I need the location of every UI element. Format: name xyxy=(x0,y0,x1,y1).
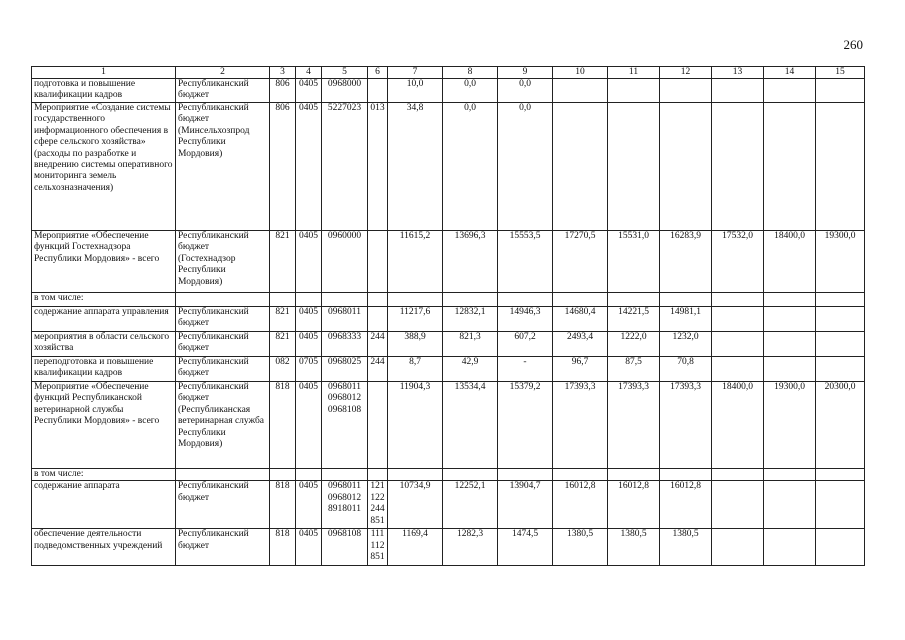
row-c6 xyxy=(368,307,388,332)
row-c5: 0968011 0968012 8918011 xyxy=(322,481,368,529)
row-v8: 13534,4 xyxy=(443,382,498,469)
row-c6 xyxy=(368,293,388,307)
row-v7: 8,7 xyxy=(388,357,443,382)
row-v11: 17393,3 xyxy=(608,382,660,469)
row-source: Республиканский бюджет xyxy=(176,481,270,529)
row-c4: 0405 xyxy=(296,529,322,566)
table-row xyxy=(32,307,865,332)
row-c6: 013 xyxy=(368,103,388,231)
row-c4 xyxy=(296,293,322,307)
row-name: содержание аппарата xyxy=(32,481,176,529)
row-c3: 821 xyxy=(270,307,296,332)
row-v8: 12252,1 xyxy=(443,481,498,529)
row-v9: 14946,3 xyxy=(498,307,553,332)
header-row xyxy=(32,67,865,79)
row-v13 xyxy=(712,79,764,103)
row-c3: 821 xyxy=(270,231,296,293)
row-v10 xyxy=(553,293,608,307)
row-name: в том числе: xyxy=(32,293,176,307)
row-v14 xyxy=(764,469,816,481)
row-c3: 082 xyxy=(270,357,296,382)
row-v15: 20300,0 xyxy=(816,382,865,469)
row-v7: 1169,4 xyxy=(388,529,443,566)
row-v14 xyxy=(764,103,816,231)
row-c3: 818 xyxy=(270,481,296,529)
row-c6 xyxy=(368,382,388,469)
row-v12: 1380,5 xyxy=(660,529,712,566)
row-v13 xyxy=(712,529,764,566)
row-v14 xyxy=(764,79,816,103)
row-source: Республиканский бюджет xyxy=(176,529,270,566)
row-v15 xyxy=(816,481,865,529)
row-v8: 0,0 xyxy=(443,79,498,103)
row-source: Республиканский бюджет (Республиканская ветеринарная служба Республики Мордовия) xyxy=(176,382,270,469)
row-name: мероприятия в области сельского хозяйства xyxy=(32,332,176,357)
row-c6 xyxy=(368,469,388,481)
row-v7: 11615,2 xyxy=(388,231,443,293)
row-name: обеспечение деятельности подведомственных учреждений xyxy=(32,529,176,566)
row-v8: 1282,3 xyxy=(443,529,498,566)
row-c3: 806 xyxy=(270,103,296,231)
row-c6: 244 xyxy=(368,357,388,382)
row-v12 xyxy=(660,103,712,231)
row-v9: 15379,2 xyxy=(498,382,553,469)
row-c3: 818 xyxy=(270,529,296,566)
row-v11 xyxy=(608,293,660,307)
row-v11: 14221,5 xyxy=(608,307,660,332)
row-v13: 17532,0 xyxy=(712,231,764,293)
row-c3: 806 xyxy=(270,79,296,103)
row-v13: 18400,0 xyxy=(712,382,764,469)
row-v9: 13904,7 xyxy=(498,481,553,529)
col-header: 5 xyxy=(322,67,368,79)
row-c4: 0405 xyxy=(296,307,322,332)
row-v9: 0,0 xyxy=(498,103,553,231)
col-header: 8 xyxy=(443,67,498,79)
row-v15 xyxy=(816,529,865,566)
row-v10: 1380,5 xyxy=(553,529,608,566)
row-v12: 14981,1 xyxy=(660,307,712,332)
table-row xyxy=(32,231,865,293)
row-c4: 0405 xyxy=(296,103,322,231)
col-header: 12 xyxy=(660,67,712,79)
row-c6 xyxy=(368,79,388,103)
row-name: подготовка и повышение квалификации кадров xyxy=(32,79,176,103)
row-v10: 2493,4 xyxy=(553,332,608,357)
row-v13 xyxy=(712,469,764,481)
row-name: переподготовка и повышение квалификации кадров xyxy=(32,357,176,382)
table-row xyxy=(32,357,865,382)
row-v12: 16283,9 xyxy=(660,231,712,293)
row-v13 xyxy=(712,481,764,529)
row-c6 xyxy=(368,231,388,293)
row-c3 xyxy=(270,469,296,481)
row-c4: 0405 xyxy=(296,382,322,469)
row-v7 xyxy=(388,469,443,481)
row-c5: 0960000 xyxy=(322,231,368,293)
row-v9: 1474,5 xyxy=(498,529,553,566)
row-source xyxy=(176,293,270,307)
row-c5: 0968000 xyxy=(322,79,368,103)
col-header: 11 xyxy=(608,67,660,79)
table-row xyxy=(32,469,865,481)
row-source: Республиканский бюджет xyxy=(176,357,270,382)
row-v14 xyxy=(764,357,816,382)
row-v8: 12832,1 xyxy=(443,307,498,332)
row-c5: 0968108 xyxy=(322,529,368,566)
row-c4: 0405 xyxy=(296,481,322,529)
row-v9: - xyxy=(498,357,553,382)
row-v12: 70,8 xyxy=(660,357,712,382)
row-c3: 818 xyxy=(270,382,296,469)
row-v7: 10,0 xyxy=(388,79,443,103)
row-v10: 96,7 xyxy=(553,357,608,382)
row-v11: 1222,0 xyxy=(608,332,660,357)
row-v10 xyxy=(553,79,608,103)
row-v15: 19300,0 xyxy=(816,231,865,293)
row-c4: 0705 xyxy=(296,357,322,382)
row-v10 xyxy=(553,469,608,481)
col-header: 14 xyxy=(764,67,816,79)
col-header: 4 xyxy=(296,67,322,79)
col-header: 3 xyxy=(270,67,296,79)
row-v10: 16012,8 xyxy=(553,481,608,529)
row-source: Республиканский бюджет xyxy=(176,79,270,103)
row-c4 xyxy=(296,469,322,481)
row-v12: 17393,3 xyxy=(660,382,712,469)
row-v7: 11217,6 xyxy=(388,307,443,332)
row-c5: 5227023 xyxy=(322,103,368,231)
table-row xyxy=(32,103,865,231)
col-header: 1 xyxy=(32,67,176,79)
row-v8 xyxy=(443,293,498,307)
row-v15 xyxy=(816,332,865,357)
row-v12 xyxy=(660,293,712,307)
row-c5 xyxy=(322,293,368,307)
table-row xyxy=(32,79,865,103)
row-v9 xyxy=(498,293,553,307)
row-v8: 821,3 xyxy=(443,332,498,357)
row-name: Мероприятие «Создание системы государственного информационного обеспечения в сфере сельского хозяйства» (расходы по разработке и внедрению системы оперативного мониторинга земель сельхозназначения) xyxy=(32,103,176,231)
row-v15 xyxy=(816,307,865,332)
row-c6: 121 122 244 851 xyxy=(368,481,388,529)
row-v8: 0,0 xyxy=(443,103,498,231)
row-v11 xyxy=(608,79,660,103)
row-c3: 821 xyxy=(270,332,296,357)
row-c6: 244 xyxy=(368,332,388,357)
row-v12: 1232,0 xyxy=(660,332,712,357)
row-v10 xyxy=(553,103,608,231)
row-v15 xyxy=(816,79,865,103)
row-v7 xyxy=(388,293,443,307)
col-header: 9 xyxy=(498,67,553,79)
col-header: 6 xyxy=(368,67,388,79)
row-v11: 15531,0 xyxy=(608,231,660,293)
row-v15 xyxy=(816,293,865,307)
row-name: Мероприятие «Обеспечение функций Республиканской ветеринарной службы Республики Мордовия» - всего xyxy=(32,382,176,469)
row-v7: 388,9 xyxy=(388,332,443,357)
row-v9: 0,0 xyxy=(498,79,553,103)
row-v11: 87,5 xyxy=(608,357,660,382)
row-v10: 17393,3 xyxy=(553,382,608,469)
row-c5: 0968011 xyxy=(322,307,368,332)
row-v13 xyxy=(712,307,764,332)
row-source xyxy=(176,469,270,481)
row-v10: 17270,5 xyxy=(553,231,608,293)
row-v9: 15553,5 xyxy=(498,231,553,293)
table-row xyxy=(32,382,865,469)
row-v13 xyxy=(712,332,764,357)
row-v11: 1380,5 xyxy=(608,529,660,566)
table-row xyxy=(32,529,865,566)
row-v13 xyxy=(712,357,764,382)
col-header: 7 xyxy=(388,67,443,79)
col-header: 13 xyxy=(712,67,764,79)
row-source: Республиканский бюджет (Минсельхозпрод Республики Мордовия) xyxy=(176,103,270,231)
row-v14 xyxy=(764,481,816,529)
row-v13 xyxy=(712,293,764,307)
row-name: в том числе: xyxy=(32,469,176,481)
col-header: 15 xyxy=(816,67,865,79)
row-c5: 0968011 0968012 0968108 xyxy=(322,382,368,469)
row-v12: 16012,8 xyxy=(660,481,712,529)
row-v14 xyxy=(764,293,816,307)
row-v7: 34,8 xyxy=(388,103,443,231)
budget-table xyxy=(31,66,865,566)
row-c4: 0405 xyxy=(296,231,322,293)
table-row xyxy=(32,332,865,357)
row-v9: 607,2 xyxy=(498,332,553,357)
row-v11 xyxy=(608,103,660,231)
row-v14: 19300,0 xyxy=(764,382,816,469)
row-c5: 0968333 xyxy=(322,332,368,357)
page-number: 260 xyxy=(843,37,863,52)
row-v14 xyxy=(764,332,816,357)
row-v11: 16012,8 xyxy=(608,481,660,529)
row-v9 xyxy=(498,469,553,481)
row-v8: 13696,3 xyxy=(443,231,498,293)
row-name: содержание аппарата управления xyxy=(32,307,176,332)
row-v8: 42,9 xyxy=(443,357,498,382)
table-row xyxy=(32,293,865,307)
row-v11 xyxy=(608,469,660,481)
row-c4: 0405 xyxy=(296,79,322,103)
row-source: Республиканский бюджет (Гостехнадзор Республики Мордовия) xyxy=(176,231,270,293)
row-v10: 14680,4 xyxy=(553,307,608,332)
row-v12 xyxy=(660,79,712,103)
row-name: Мероприятие «Обеспечение функций Гостехнадзора Республики Мордовия» - всего xyxy=(32,231,176,293)
row-v12 xyxy=(660,469,712,481)
row-v7: 10734,9 xyxy=(388,481,443,529)
row-v14 xyxy=(764,529,816,566)
row-c4: 0405 xyxy=(296,332,322,357)
col-header: 2 xyxy=(176,67,270,79)
row-v7: 11904,3 xyxy=(388,382,443,469)
row-source: Республиканский бюджет xyxy=(176,332,270,357)
row-v8 xyxy=(443,469,498,481)
row-v14 xyxy=(764,307,816,332)
row-source: Республиканский бюджет xyxy=(176,307,270,332)
row-c6: 111 112 851 xyxy=(368,529,388,566)
row-v13 xyxy=(712,103,764,231)
table-row xyxy=(32,481,865,529)
row-v15 xyxy=(816,469,865,481)
row-c3 xyxy=(270,293,296,307)
col-header: 10 xyxy=(553,67,608,79)
row-c5: 0968025 xyxy=(322,357,368,382)
row-v15 xyxy=(816,357,865,382)
row-c5 xyxy=(322,469,368,481)
row-v15 xyxy=(816,103,865,231)
row-v14: 18400,0 xyxy=(764,231,816,293)
